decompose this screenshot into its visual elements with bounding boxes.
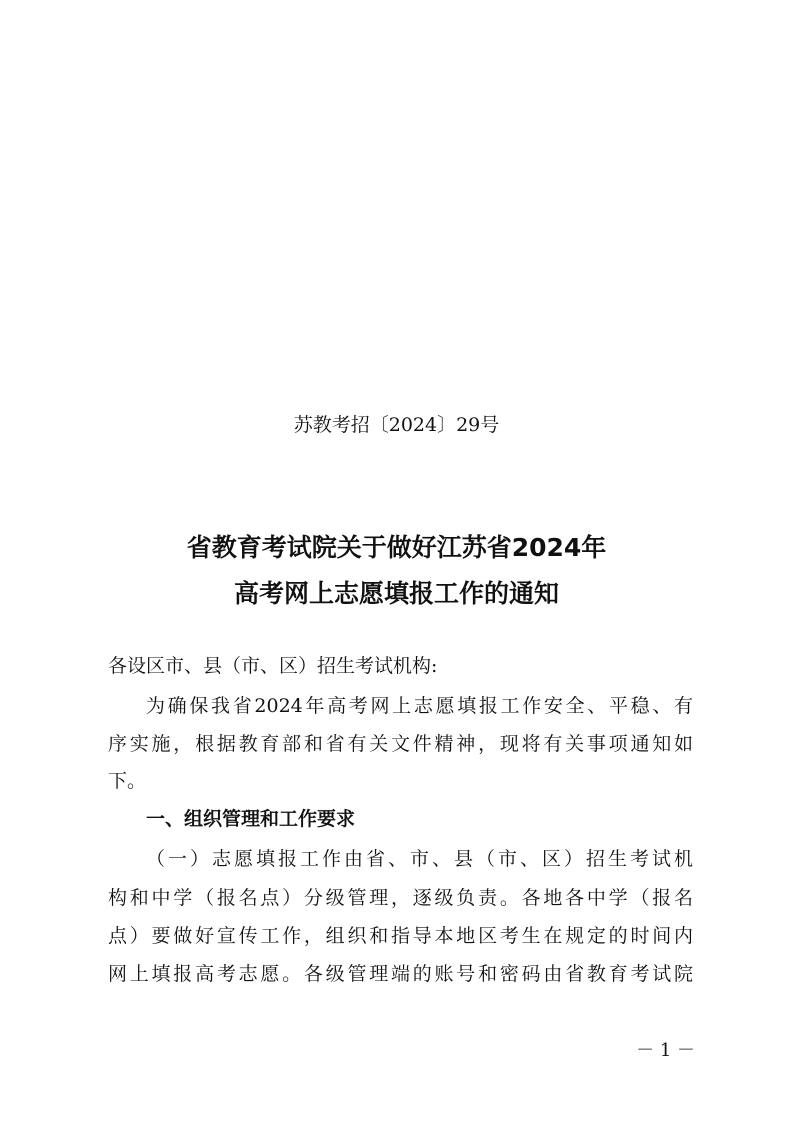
section-heading: 一、组织管理和工作要求 (146, 808, 356, 830)
title-line-2: 高考网上志愿填报工作的通知 (233, 579, 559, 608)
section-line-2: 构和中学（报名点）分级管理，逐级负责。各地各中学（报名 (108, 887, 693, 909)
body-line-1: 为确保我省2024年高考网上志愿填报工作安全、平稳、有 (146, 695, 693, 717)
salutation: 各设区市、县（市、区）招生考试机构: (108, 655, 438, 677)
section-line-1: （一）志愿填报工作由省、市、县（市、区）招生考试机 (146, 848, 693, 870)
title-line-1: 省教育考试院关于做好江苏省2024年 (186, 533, 607, 562)
page-number: － 1 － (636, 1040, 695, 1061)
body-line-3: 下。 (108, 770, 147, 792)
document-number: 苏教考招〔2024〕29号 (293, 414, 500, 436)
section-line-3: 点）要做好宣传工作，组织和指导本地区考生在规定的时间内 (108, 925, 693, 947)
body-line-2: 序实施，根据教育部和省有关文件精神，现将有关事项通知如 (108, 733, 693, 755)
section-line-4: 网上填报高考志愿。各级管理端的账号和密码由省教育考试院 (108, 963, 693, 985)
